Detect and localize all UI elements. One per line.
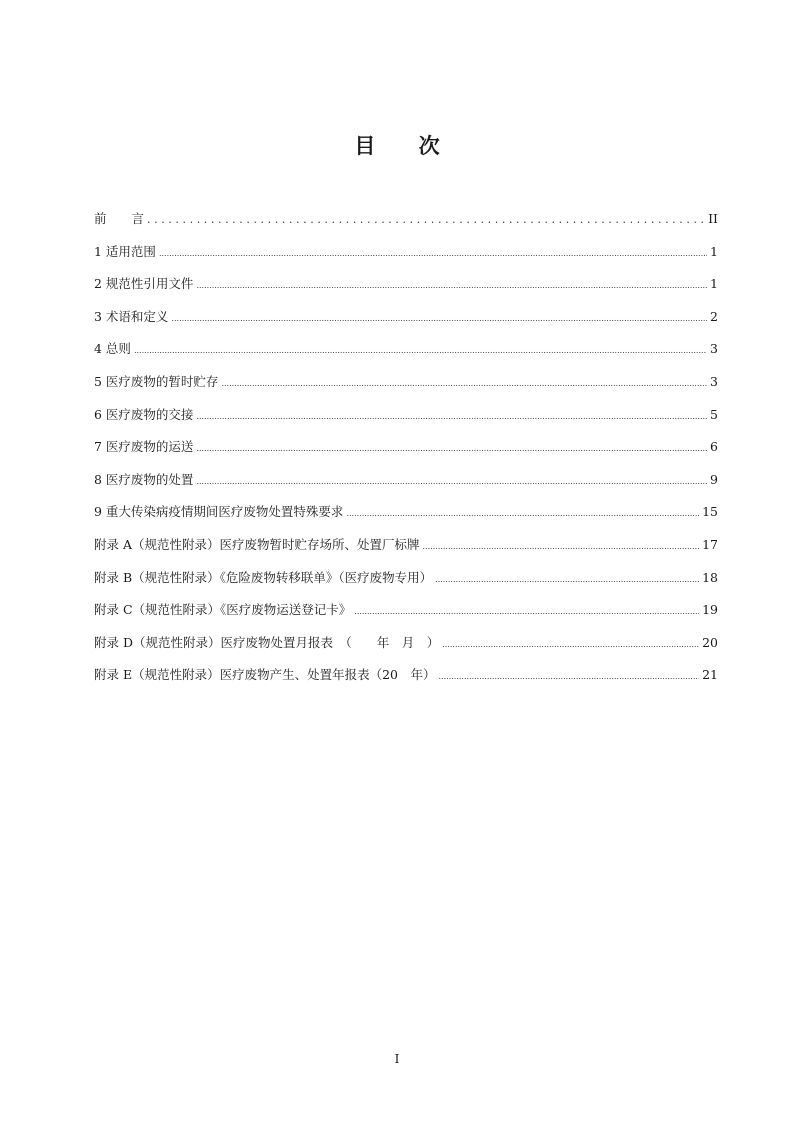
toc-entry-page: 15 — [702, 504, 718, 520]
toc-entry-4[interactable] — [94, 339, 718, 372]
toc-entry-label: 8 医疗废物的处置 — [94, 471, 194, 487]
toc-entry-page: 2 — [710, 308, 718, 324]
toc-leader-dots — [196, 444, 707, 453]
toc-entry-9[interactable] — [94, 502, 718, 535]
toc-leader-dots — [354, 607, 699, 616]
toc-leader-dots — [196, 281, 707, 290]
toc-entry-appendix-b[interactable] — [94, 568, 718, 601]
toc-entry-appendix-d[interactable] — [94, 633, 718, 666]
toc-leader-dots — [221, 379, 707, 388]
toc-entry-1[interactable] — [94, 242, 718, 275]
toc-entry-page: 3 — [710, 341, 718, 357]
toc-entry-2[interactable] — [94, 274, 718, 307]
toc-entry-label: 前 言 — [94, 211, 145, 226]
toc-leader-dots — [346, 509, 699, 518]
toc-entry-page: 18 — [702, 569, 718, 585]
toc-entry-label: 7 医疗废物的运送 — [94, 439, 194, 455]
toc-entry-page: 6 — [710, 439, 718, 455]
toc-entry-label: 2 规范性引用文件 — [94, 276, 194, 292]
toc-leader-dots — [423, 542, 700, 551]
toc-entry-appendix-a[interactable] — [94, 535, 718, 568]
toc-entry-page: 1 — [710, 276, 718, 292]
toc-entry-page: 19 — [702, 602, 718, 618]
table-of-contents — [94, 209, 718, 698]
toc-leader-dots — [171, 314, 707, 323]
toc-leader-dots — [196, 477, 707, 486]
toc-leader-dots — [134, 346, 707, 355]
toc-entry-label: 附录 B（规范性附录）《危险废物转移联单》（医疗废物专用） — [94, 569, 433, 585]
toc-entry-page: 3 — [710, 373, 718, 389]
toc-entry-7[interactable] — [94, 437, 718, 470]
toc-entry-6[interactable] — [94, 405, 718, 438]
toc-entry-5[interactable] — [94, 372, 718, 405]
toc-entry-page: 5 — [710, 406, 718, 422]
toc-entry-8[interactable] — [94, 470, 718, 503]
toc-leader-dots — [442, 640, 699, 649]
toc-entry-page: II — [708, 211, 718, 226]
toc-entry-label: 6 医疗废物的交接 — [94, 406, 194, 422]
toc-entry-page: 17 — [702, 536, 718, 552]
toc-leader-dots — [439, 672, 700, 681]
toc-entry-appendix-e[interactable] — [94, 665, 718, 698]
toc-entry-page: 21 — [702, 667, 718, 683]
toc-entry-page: 20 — [702, 634, 718, 650]
toc-entry-label: 附录 E（规范性附录）医疗废物产生、处置年报表（20 年） — [94, 667, 436, 683]
toc-entry-label: 9 重大传染病疫情期间医疗废物处置特殊要求 — [94, 504, 344, 520]
toc-entry-page: 1 — [710, 243, 718, 259]
toc-entry-label: 5 医疗废物的暂时贮存 — [94, 373, 219, 389]
toc-entry-foreword[interactable] — [94, 209, 718, 242]
toc-entry-label: 附录 D（规范性附录）医疗废物处置月报表 （ 年 月 ） — [94, 634, 440, 650]
toc-leader-dots — [159, 249, 707, 258]
toc-leader-dots — [196, 412, 707, 421]
toc-entry-label: 附录 C（规范性附录）《医疗废物运送登记卡》 — [94, 602, 352, 618]
toc-leader-dots — [435, 575, 699, 584]
page-number: I — [394, 1052, 400, 1066]
toc-entry-3[interactable] — [94, 307, 718, 340]
toc-entry-label: 4 总则 — [94, 341, 131, 357]
toc-entry-label: 3 术语和定义 — [94, 308, 169, 324]
toc-entry-label: 1 适用范围 — [94, 243, 156, 259]
toc-entry-label: 附录 A（规范性附录）医疗废物暂时贮存场所、处置厂标牌 — [94, 536, 420, 552]
toc-entry-appendix-c[interactable] — [94, 600, 718, 633]
toc-entry-page: 9 — [710, 471, 718, 487]
toc-leader-dots — [147, 213, 705, 226]
page-title: 目 次 — [354, 134, 458, 158]
